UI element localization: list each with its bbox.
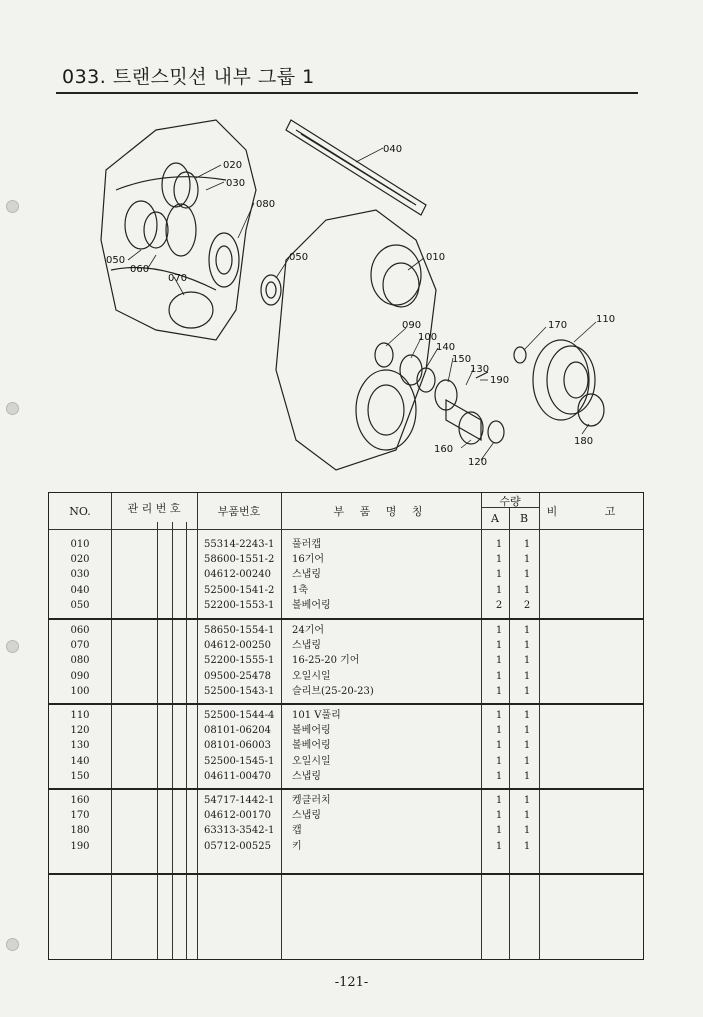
callout-070: 070 (168, 273, 188, 284)
row-qty-b: 1 (523, 569, 531, 581)
table-row (49, 754, 643, 769)
callout-110: 110 (596, 314, 616, 325)
row-qty-b: 1 (523, 554, 531, 566)
row-qty-b: 1 (523, 670, 531, 682)
row-qty-b: 1 (523, 725, 531, 737)
table-row (49, 723, 643, 738)
row-qty-a: 1 (495, 740, 503, 752)
row-qty-a: 1 (495, 840, 503, 852)
row-part-name: 101 V풀리 (292, 710, 341, 721)
table-row (49, 653, 643, 668)
row-no: 080 (70, 655, 90, 667)
callout-040: 040 (383, 144, 403, 155)
table-row (49, 598, 643, 613)
table-row (49, 638, 643, 653)
row-no: 160 (70, 795, 90, 806)
row-part-name: 슬리브(25-20-23) (292, 685, 374, 697)
row-qty-a: 1 (495, 795, 503, 806)
header-part-name: 부 품 명 칭 (333, 505, 429, 518)
row-qty-a: 1 (495, 539, 503, 550)
row-part-number: 04611-00470 (204, 770, 272, 782)
table-row (49, 839, 643, 854)
table-row (49, 567, 643, 582)
exploded-parts-diagram (96, 110, 636, 480)
row-qty-b: 2 (523, 599, 531, 611)
callout-030: 030 (226, 178, 246, 189)
row-qty-a: 1 (495, 725, 503, 737)
row-part-name: 오일시일 (292, 755, 331, 767)
table-row (49, 583, 643, 598)
row-no: 050 (70, 599, 90, 611)
callout-050-left: 050 (106, 255, 126, 266)
callout-160: 160 (434, 444, 454, 455)
table-row (49, 808, 643, 823)
row-qty-b: 1 (523, 710, 531, 721)
row-qty-b: 1 (523, 770, 531, 782)
row-part-name: 캡 (292, 825, 302, 837)
callout-010: 010 (426, 252, 446, 263)
row-part-name: 스냅링 (292, 770, 321, 782)
table-row (49, 738, 643, 753)
row-no: 190 (70, 840, 90, 852)
table-row (49, 669, 643, 684)
table-row (49, 552, 643, 567)
row-part-number: 63313-3542-1 (204, 825, 275, 837)
row-part-name: 풀러캡 (292, 539, 321, 550)
row-qty-b: 1 (523, 685, 531, 697)
row-qty-a: 1 (495, 655, 503, 667)
row-part-number: 52200-1555-1 (204, 655, 275, 667)
row-part-number: 58600-1551-2 (204, 554, 275, 566)
row-part-number: 08101-06204 (204, 725, 272, 737)
row-part-number: 04612-00240 (204, 569, 272, 581)
callout-150: 150 (452, 354, 472, 365)
diagram-drawing (96, 110, 636, 480)
row-part-number: 52500-1545-1 (204, 755, 275, 767)
binder-hole-3 (6, 640, 19, 653)
row-no: 060 (70, 625, 90, 636)
row-qty-b: 1 (523, 539, 531, 550)
callout-090: 090 (402, 320, 422, 331)
row-no: 020 (70, 554, 90, 566)
callout-020: 020 (223, 160, 243, 171)
row-part-number: 08101-06003 (204, 740, 272, 752)
row-part-name: 볼베어링 (292, 725, 331, 737)
row-part-name: 16기어 (292, 554, 325, 566)
callout-140: 140 (436, 342, 456, 353)
row-part-number: 52500-1541-2 (204, 584, 275, 596)
page-title: 033. 트랜스밋션 내부 그룹 1 (62, 66, 315, 88)
table-row (49, 793, 643, 808)
row-part-number: 09500-25478 (204, 670, 272, 682)
row-no: 040 (70, 584, 90, 596)
callout-180: 180 (574, 436, 594, 447)
table-row (49, 537, 643, 552)
row-part-name: 오일시일 (292, 670, 331, 682)
table-row (49, 684, 643, 699)
gear-060-shape (125, 201, 157, 249)
header-qty-a: A (491, 512, 499, 525)
row-no: 100 (70, 685, 90, 697)
row-qty-a: 1 (495, 569, 503, 581)
row-part-number: 58650-1554-1 (204, 625, 275, 636)
row-part-number: 52500-1543-1 (204, 685, 275, 697)
row-qty-b: 1 (523, 625, 531, 636)
row-part-name: 볼베어링 (292, 599, 331, 611)
callout-100: 100 (418, 332, 438, 343)
table-row (49, 769, 643, 784)
header-qty-b: B (519, 512, 529, 525)
header-quantity: 수량 (499, 494, 521, 508)
row-qty-a: 1 (495, 825, 503, 837)
row-no: 070 (70, 640, 90, 652)
row-qty-b: 1 (523, 584, 531, 596)
row-qty-a: 1 (495, 640, 503, 652)
row-part-number: 54717-1442-1 (204, 795, 275, 806)
header-remarks: 비 고 (546, 505, 638, 518)
row-part-number: 05712-00525 (204, 840, 272, 852)
row-part-number: 52500-1544-4 (204, 710, 275, 721)
row-part-number: 04612-00250 (204, 640, 272, 652)
row-qty-a: 1 (495, 554, 503, 566)
row-qty-b: 1 (523, 640, 531, 652)
row-no: 180 (70, 825, 90, 837)
binder-hole-1 (6, 200, 19, 213)
header-part-number: 부품번호 (217, 505, 261, 518)
row-no: 030 (70, 569, 90, 581)
row-qty-a: 1 (495, 755, 503, 767)
row-part-name: 스냅링 (292, 810, 321, 822)
row-no: 140 (70, 755, 90, 767)
row-qty-b: 1 (523, 840, 531, 852)
table-row (49, 623, 643, 638)
row-qty-b: 1 (523, 655, 531, 667)
clutch-160-shape (446, 400, 481, 440)
callout-050-right: 050 (289, 252, 309, 263)
row-qty-a: 1 (495, 584, 503, 596)
row-no: 120 (70, 725, 90, 737)
cap-010-shape (383, 263, 419, 307)
row-qty-a: 1 (495, 685, 503, 697)
title-rule (56, 92, 638, 94)
row-part-name: 키 (292, 840, 302, 852)
bearing-120-shape (488, 421, 504, 443)
callout-080: 080 (256, 199, 276, 210)
row-no: 090 (70, 670, 90, 682)
row-qty-a: 1 (495, 770, 503, 782)
row-qty-a: 1 (495, 810, 503, 822)
row-no: 150 (70, 770, 90, 782)
binder-hole-2 (6, 402, 19, 415)
row-no: 110 (70, 710, 90, 721)
row-part-number: 55314-2243-1 (204, 539, 275, 550)
row-part-name: 스냅링 (292, 569, 321, 581)
row-part-number: 52200-1553-1 (204, 599, 275, 611)
row-qty-b: 1 (523, 755, 531, 767)
parts-table (48, 492, 644, 960)
row-qty-b: 1 (523, 795, 531, 806)
table-row (49, 708, 643, 723)
row-part-name: 볼베어링 (292, 740, 331, 752)
row-no: 130 (70, 740, 90, 752)
row-part-name: 1축 (292, 584, 309, 596)
row-part-number: 04612-00170 (204, 810, 272, 822)
row-qty-a: 1 (495, 710, 503, 721)
snapring-070-shape (169, 292, 213, 328)
header-management-number: 관 리 번 호 (127, 501, 181, 515)
gear-080-shape (209, 233, 239, 287)
row-qty-a: 1 (495, 670, 503, 682)
pulley-110-shape (533, 340, 589, 420)
row-part-name: 켕클러치 (292, 795, 331, 806)
left-housing-shape (101, 120, 256, 340)
binder-hole-4 (6, 938, 19, 951)
header-no: NO. (69, 504, 91, 518)
callout-060: 060 (130, 264, 150, 275)
callout-170: 170 (548, 320, 568, 331)
row-qty-a: 2 (495, 599, 503, 611)
row-qty-b: 1 (523, 810, 531, 822)
row-qty-b: 1 (523, 825, 531, 837)
callout-120: 120 (468, 457, 488, 468)
row-part-name: 16-25-20 기어 (292, 655, 360, 667)
callout-130: 130 (470, 364, 490, 375)
row-part-name: 24기어 (292, 625, 325, 636)
table-row (49, 823, 643, 838)
row-qty-b: 1 (523, 740, 531, 752)
bearing-050-shape (261, 275, 281, 305)
row-no: 010 (70, 539, 90, 550)
row-no: 170 (70, 810, 90, 822)
page-number: -121- (334, 975, 369, 990)
row-part-name: 스냅링 (292, 640, 321, 652)
row-qty-a: 1 (495, 625, 503, 636)
callout-190: 190 (490, 375, 510, 386)
